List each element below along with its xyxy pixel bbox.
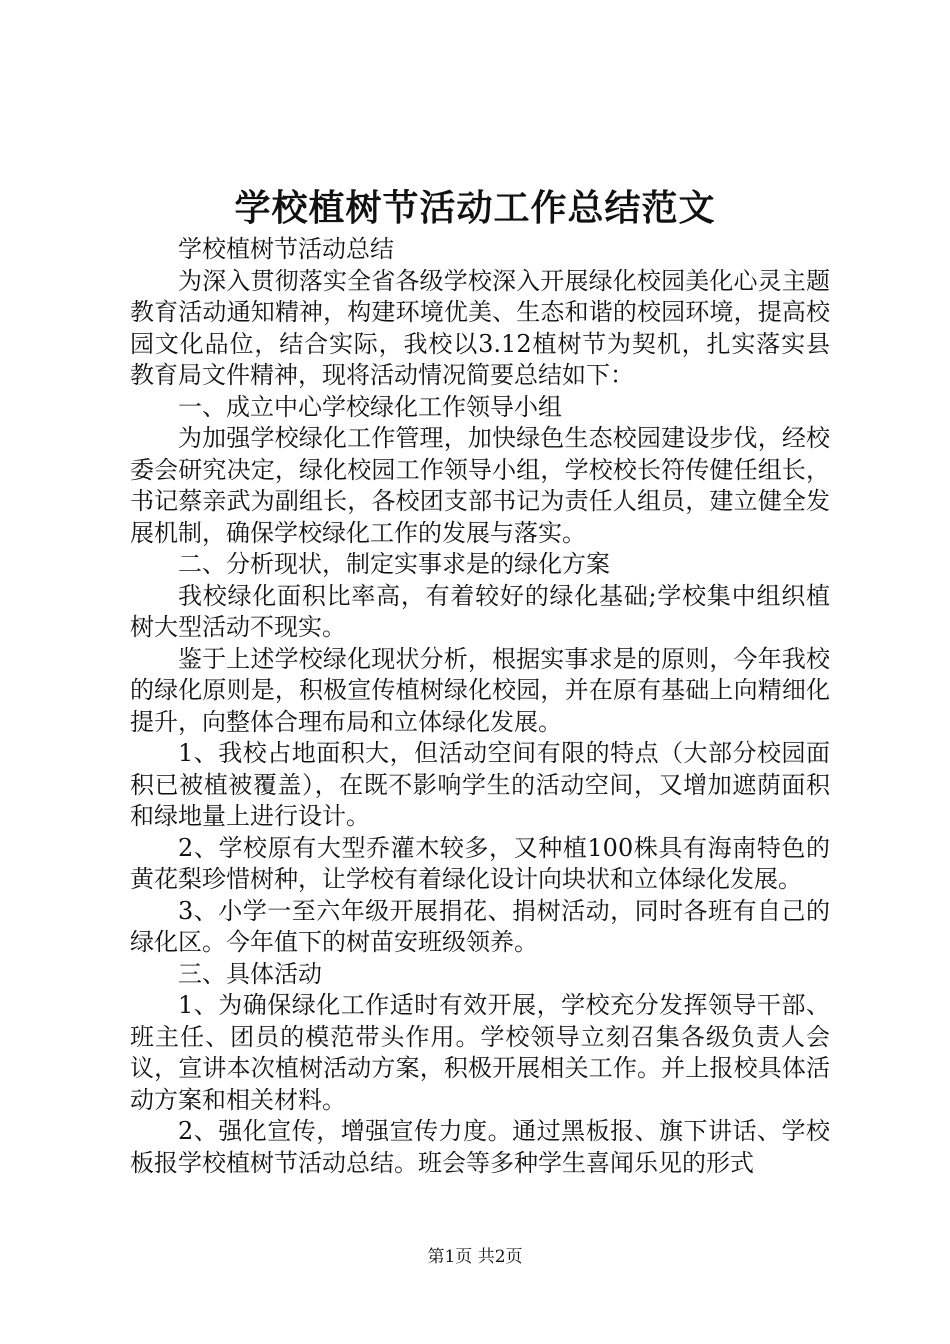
page-footer: 第1页 共2页 (427, 1247, 523, 1267)
document-body (130, 234, 830, 1179)
list-item: 2、强化宣传，增强宣传力度。通过黑板报、旗下讲话、学校板报学校植树节活动总结。班会等多种学生喜闻乐见的形式 (130, 1117, 830, 1177)
paragraph: 为加强学校绿化工作管理，加快绿色生态校园建设步伐，经校委会研究决定，绿化校园工作领导小组，学校校长符传健任组长，书记蔡亲武为副组长，各校团支部书记为责任人组员，建立健全发展机制，确保学校绿化工作的发展与落实。 (130, 424, 830, 547)
list-item: 2、学校原有大型乔灌木较多，又种植100株具有海南特色的黄花梨珍惜树种，让学校有着绿化设计向块状和立体绿化发展。 (130, 833, 830, 893)
section-heading: 三、具体活动 (178, 959, 322, 988)
document-title: 学校植树节活动工作总结范文 (234, 187, 716, 229)
section-heading: 二、分析现状，制定实事求是的绿化方案 (178, 550, 610, 578)
paragraph: 为深入贯彻落实全省各级学校深入开展绿化校园美化心灵主题教育活动通知精神，构建环境优美、生态和谐的校园环境，提高校园文化品位，结合实际，我校以3.12植树节为契机，扎实落实县教育局文件精神，现将活动情况简要总结如下： (130, 266, 830, 389)
section-heading: 一、成立中心学校绿化工作领导小组 (178, 392, 562, 421)
paragraph: 鉴于上述学校绿化现状分析，根据实事求是的原则，今年我校的绿化原则是，积极宣传植树绿化校园，并在原有基础上向精细化提升，向整体合理布局和立体绿化发展。 (130, 644, 830, 736)
list-item: 1、我校占地面积大，但活动空间有限的特点（大部分校园面积已被植被覆盖），在既不影响学生的活动空间，又增加遮荫面积和绿地量上进行设计。 (130, 739, 830, 830)
paragraph: 我校绿化面积比率高，有着较好的绿化基础;学校集中组织植树大型活动不现实。 (130, 581, 830, 641)
list-item: 1、为确保绿化工作适时有效开展，学校充分发挥领导干部、班主任、团员的模范带头作用。学校领导立刻召集各级负责人会议，宣讲本次植树活动方案，积极开展相关工作。并上报校具体活动方案和相关材料。 (130, 991, 830, 1114)
paragraph-subtitle: 学校植树节活动总结 (178, 235, 394, 263)
list-item: 3、小学一至六年级开展捐花、捐树活动，同时各班有自己的绿化区。今年值下的树苗安班级领养。 (130, 896, 830, 956)
